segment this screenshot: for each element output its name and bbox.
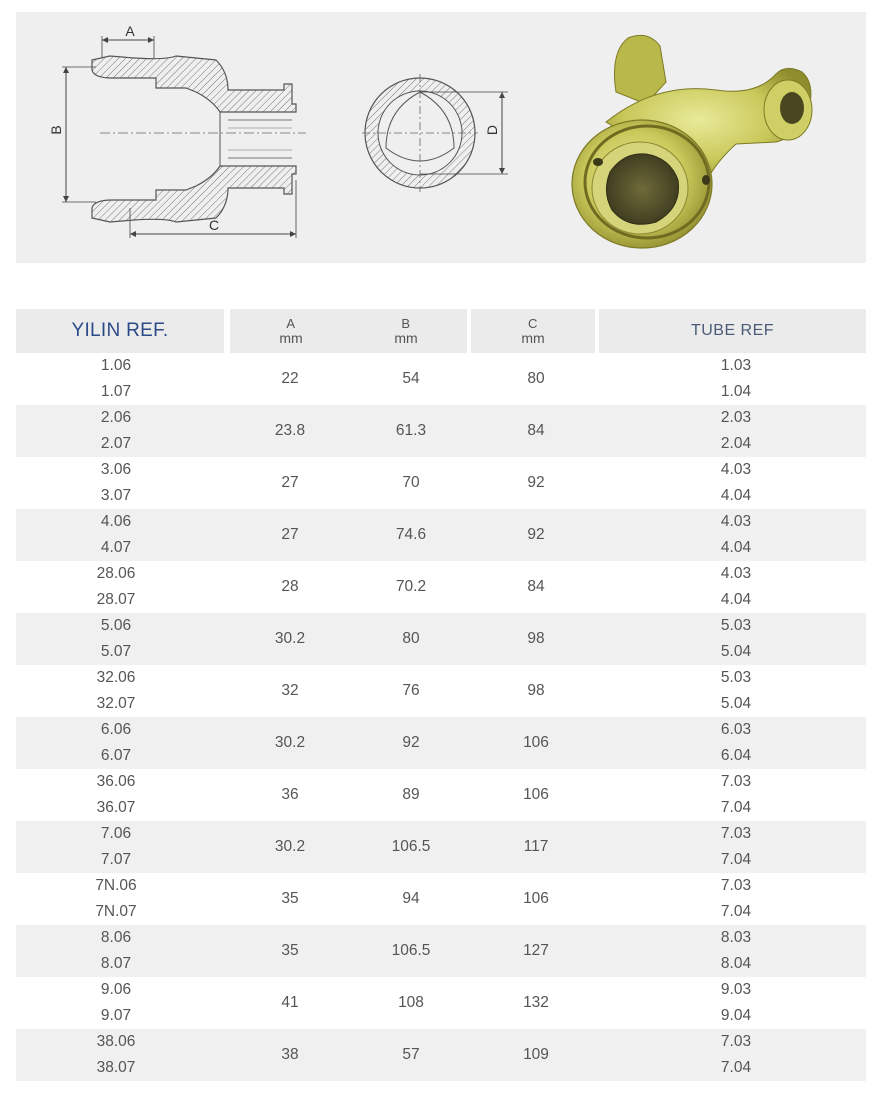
- header-b-mm: B mm: [345, 309, 467, 353]
- cell-a: 30.2: [274, 838, 306, 855]
- cell-b: 54: [402, 370, 420, 387]
- side-section-view: [48, 23, 306, 238]
- cell-c: 98: [527, 682, 545, 699]
- cell-b: 106.5: [391, 942, 431, 959]
- cell-c: 117: [523, 838, 549, 855]
- dim-a-label: A: [125, 23, 135, 39]
- cell-yilin-ref: 36.06 36.07: [96, 773, 136, 816]
- cell-a: 28: [281, 578, 299, 595]
- cell-yilin-ref: 38.06 38.07: [96, 1033, 136, 1076]
- table-row: [16, 873, 866, 925]
- table-row: [16, 977, 866, 1029]
- cell-yilin-ref: 2.06 2.07: [100, 409, 132, 452]
- cell-b: 92: [402, 734, 420, 751]
- cell-a: 38: [281, 1046, 299, 1063]
- cell-c: 127: [523, 942, 549, 959]
- cell-c: 80: [527, 370, 545, 387]
- front-section-view: [362, 74, 508, 192]
- cell-b: 106.5: [391, 838, 431, 855]
- cell-yilin-ref: 28.06 28.07: [96, 565, 136, 608]
- cell-tube-ref: 5.03 5.04: [720, 669, 752, 712]
- cell-c: 106: [523, 890, 549, 907]
- cell-tube-ref: 4.03 4.04: [720, 565, 752, 608]
- cell-tube-ref: 4.03 4.04: [720, 513, 752, 556]
- cell-b: 70: [402, 474, 420, 491]
- cell-yilin-ref: 32.06 32.07: [96, 669, 136, 712]
- cell-a: 36: [281, 786, 299, 803]
- cell-tube-ref: 5.03 5.04: [720, 617, 752, 660]
- dim-c-label: C: [208, 217, 220, 233]
- cell-yilin-ref: 7N.06 7N.07: [95, 877, 137, 920]
- table-row: [16, 613, 866, 665]
- header-c-mm: C mm: [471, 309, 595, 353]
- cell-b: 89: [402, 786, 420, 803]
- table-row: [16, 717, 866, 769]
- cell-a: 23.8: [274, 422, 306, 439]
- cell-b: 74.6: [395, 526, 427, 543]
- cell-yilin-ref: 9.06 9.07: [100, 981, 132, 1024]
- cell-tube-ref: 4.03 4.04: [720, 461, 752, 504]
- dim-d-label: D: [484, 124, 500, 136]
- cell-yilin-ref: 4.06 4.07: [100, 513, 132, 556]
- header-a-mm: A mm: [230, 309, 352, 353]
- cell-a: 27: [281, 474, 299, 491]
- table-row: [16, 561, 866, 613]
- cell-c: 109: [523, 1046, 549, 1063]
- technical-drawing-panel: [16, 12, 866, 263]
- cell-yilin-ref: 3.06 3.07: [100, 461, 132, 504]
- cell-b: 61.3: [395, 422, 427, 439]
- cell-tube-ref: 6.03 6.04: [720, 721, 752, 764]
- cell-a: 30.2: [274, 734, 306, 751]
- cell-a: 22: [281, 370, 299, 387]
- cell-c: 92: [527, 526, 545, 543]
- cell-c: 106: [523, 786, 549, 803]
- table-header: [16, 309, 866, 353]
- cell-c: 106: [523, 734, 549, 751]
- cell-a: 35: [281, 890, 299, 907]
- table-row: [16, 457, 866, 509]
- cell-a: 41: [281, 994, 299, 1011]
- cell-c: 132: [523, 994, 549, 1011]
- cell-yilin-ref: 5.06 5.07: [100, 617, 132, 660]
- header-tube-ref: TUBE REF: [599, 309, 866, 353]
- cell-b: 76: [402, 682, 420, 699]
- table-row: [16, 1029, 866, 1081]
- cell-c: 98: [527, 630, 545, 647]
- cell-tube-ref: 7.03 7.04: [720, 825, 752, 868]
- table-row: [16, 353, 866, 405]
- cell-a: 27: [281, 526, 299, 543]
- cell-c: 84: [527, 578, 545, 595]
- dim-b-label: B: [48, 125, 64, 135]
- cell-yilin-ref: 8.06 8.07: [100, 929, 132, 972]
- cell-c: 92: [527, 474, 545, 491]
- cell-tube-ref: 8.03 8.04: [720, 929, 752, 972]
- cell-tube-ref: 7.03 7.04: [720, 773, 752, 816]
- cell-tube-ref: 7.03 7.04: [720, 877, 752, 920]
- cell-tube-ref: 2.03 2.04: [720, 409, 752, 452]
- cell-a: 30.2: [274, 630, 306, 647]
- table-row: [16, 665, 866, 717]
- table-row: [16, 769, 866, 821]
- cell-yilin-ref: 7.06 7.07: [100, 825, 132, 868]
- cell-yilin-ref: 6.06 6.07: [100, 721, 132, 764]
- cell-tube-ref: 1.03 1.04: [720, 357, 752, 400]
- cell-b: 80: [402, 630, 420, 647]
- cell-b: 70.2: [395, 578, 427, 595]
- cell-a: 32: [281, 682, 299, 699]
- cell-b: 94: [402, 890, 420, 907]
- cell-b: 57: [402, 1046, 420, 1063]
- table-row: [16, 405, 866, 457]
- cell-tube-ref: 7.03 7.04: [720, 1033, 752, 1076]
- table-row: [16, 509, 866, 561]
- yoke-drawings: [16, 12, 866, 263]
- table-body: [16, 353, 866, 1081]
- cell-c: 84: [527, 422, 545, 439]
- cell-b: 108: [398, 994, 424, 1011]
- yoke-product-image: [572, 35, 812, 248]
- cell-yilin-ref: 1.06 1.07: [100, 357, 132, 400]
- table-row: [16, 821, 866, 873]
- cell-tube-ref: 9.03 9.04: [720, 981, 752, 1024]
- dimensions-table: [16, 309, 866, 1081]
- table-row: [16, 925, 866, 977]
- header-yilin-ref: YILIN REF.: [16, 309, 224, 353]
- cell-a: 35: [281, 942, 299, 959]
